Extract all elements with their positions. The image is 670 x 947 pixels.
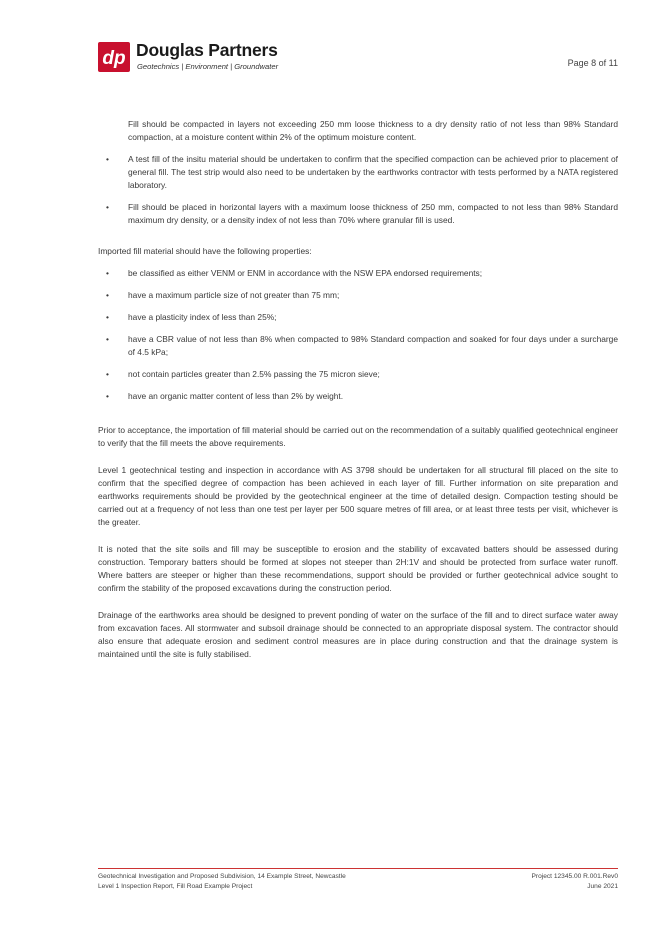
compaction-bullet-list [98,153,618,227]
footer-date: June 2021 [587,883,618,890]
list-item: • have an organic matter content of less than 2% by weight. [106,391,344,401]
continued-paragraph: Fill should be compacted in layers not exceeding 250 mm loose thickness to a dry density ratio of not less than 98% Standard compaction, at a moisture content within 2% of the optimum moisture content. [128,119,618,142]
fill-properties-list [98,267,618,403]
page-header [98,40,618,80]
paragraph: Prior to acceptance, the importation of fill material should be carried out on the recommendation of a suitably qualified geotechnical engineer to verify that the fill meets the above requirements. [98,425,618,448]
list-item: • be classified as either VENM or ENM in accordance with the NSW EPA endorsed requirements; [106,268,483,278]
list-item: • not contain particles greater than 2.5% passing the 75 micron sieve; [106,369,380,379]
company-name: Douglas Partners [136,40,278,60]
paragraph: Drainage of the earthworks area should be designed to prevent ponding of water on the surface of the fill and to direct surface water away from excavation faces. All stormwater and subsoil drainage should be connected to an appropriate disposal system. The contractor should also ensure that adequate erosion and sediment control measures are in place during construction and that the drainage system is maintained until the site is fully stabilised. [98,610,618,659]
list-item: • have a CBR value of not less than 8% when compacted to 98% Standard compaction and soaked for four days under a surcharge of 4.5 kPa; [106,334,618,357]
footer-project-subtitle: Level 1 Inspection Report, Fill Road Example Project [98,883,253,890]
list-item: • have a maximum particle size of not greater than 75 mm; [106,290,340,300]
douglas-partners-logo-icon [98,42,130,72]
footer-project-title: Geotechnical Investigation and Proposed Subdivision, 14 Example Street, Newcastle [98,873,346,880]
footer-divider [98,868,618,869]
footer-project-number: Project 12345.00 R.001.Rev0 [531,873,618,880]
footer-right [98,872,618,892]
company-tagline: Geotechnics | Environment | Groundwater [137,62,279,71]
svg-text:dp: dp [102,48,126,69]
list-item: • have a plasticity index of less than 25%; [106,312,277,322]
paragraph: Level 1 geotechnical testing and inspection in accordance with AS 3798 should be undertaken for all structural fill placed on the site to confirm that the specified degree of compaction has been achieved in each layer of fill. Further information on site preparation and earthworks requirements should be provided by the geotechnical engineer at the time of detailed design. Compaction testing should be carried out at a frequency of not less than one test per layer per 500 square metres of fill area, or at least three tests per visit, whichever is the greater. [98,465,618,527]
document-body [98,118,618,661]
paragraph: It is noted that the site soils and fill may be susceptible to erosion and the stability of excavated batters should be assessed during construction. Temporary batters should be formed at slopes not steeper than 2H:1V and should be protected from surface water runoff. Where batters are steeper or higher than these recommendations, support should be provided or further geotechnical advice sought to confirm the stability of the proposed excavations during the construction period. [98,544,618,593]
page-number: Page 8 of 11 [567,58,618,68]
list-item: • A test fill of the insitu material should be undertaken to confirm that the specified compaction can be achieved prior to placement of general fill. The test strip would also need to be undertaken by the earthworks contractor with tests performed by a NATA registered laboratory. [106,154,618,190]
imported-fill-intro: Imported fill material should have the following properties: [98,246,312,256]
list-item: • Fill should be placed in horizontal layers with a maximum loose thickness of 250 mm, compacted to not less than 98% Standard maximum dry density, or a density index of not less than 70% where granular fill is used. [106,202,618,225]
